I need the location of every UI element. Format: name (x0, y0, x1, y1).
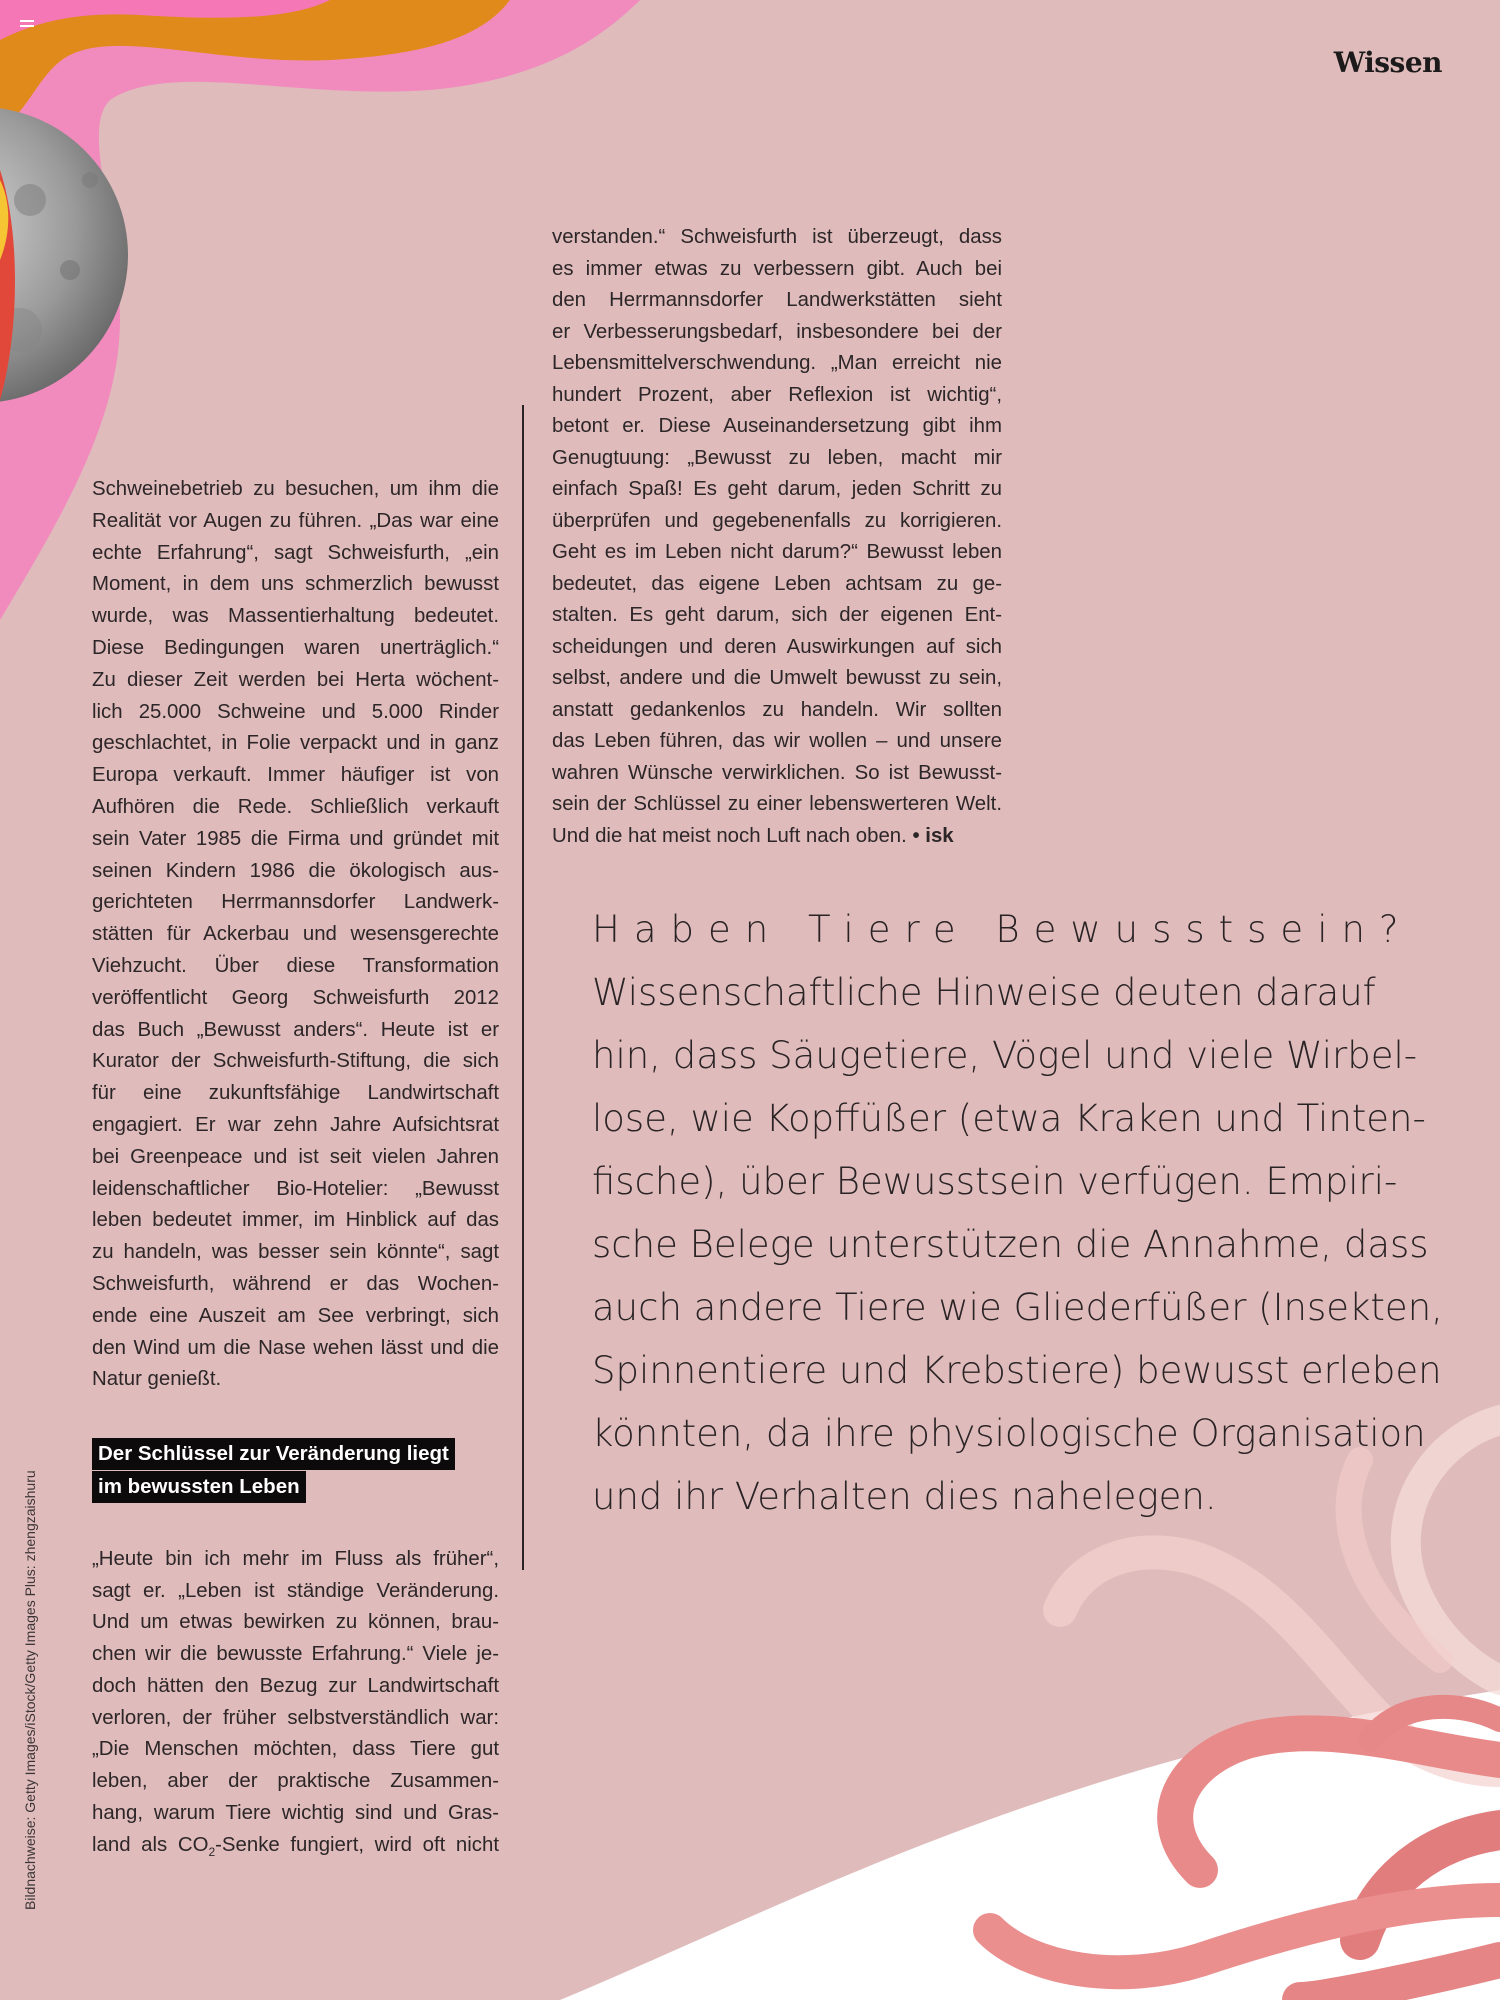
pull-quote (592, 898, 1443, 1528)
text-line: Geht es im Leben nicht darum?“ Bewusst leben (552, 541, 1002, 563)
text-tail: -Senke fungiert, wird oft nicht (215, 1833, 499, 1856)
photo-credit: Bildnachweise: Getty Images/iStock/Getty Images Plus: zhengzaishuru (22, 1470, 38, 1910)
text-line: hundert Prozent, aber Reflexion ist wichtig“, (552, 383, 1002, 406)
menu-icon[interactable] (20, 20, 34, 30)
text-line: hang, warum Tiere wichtig sind und Gras- (92, 1802, 499, 1825)
text-line: den Herrmannsdorfer Landwerkstätten sieht (552, 289, 1002, 311)
text-line: Aufhören die Rede. Schließlich verkauft (92, 795, 499, 818)
text-line: „Heute bin ich mehr im Fluss als früher“, (92, 1547, 499, 1570)
co2-text: land als CO (92, 1833, 209, 1856)
text-line: Europa verkauft. Immer häufiger ist von (92, 764, 499, 787)
text-line: es immer etwas zu verbessern gibt. Auch bei (552, 257, 1002, 280)
text-line: geschlachtet, in Folie verpackt und in ganz (92, 732, 499, 755)
subheading-line-1: Der Schlüssel zur Veränderung liegt (92, 1438, 455, 1470)
pull-quote-line: auch andere Tiere wie Gliederfüßer (Insekten, (592, 1286, 1443, 1329)
text-line: verloren, der früher selbstverständlich war: (92, 1706, 499, 1729)
text-line: wahren Wünsche verwirklichen. So ist Bewusst- (552, 761, 1002, 784)
left-paragraph-1 (92, 474, 499, 1396)
text-line: bei Greenpeace und ist seit vielen Jahren (92, 1145, 499, 1168)
pull-quote-line: könnten, da ihre physiologische Organisation (592, 1412, 1426, 1455)
text-line: stalten. Es geht darum, sich der eigenen Ent- (552, 604, 1002, 626)
text-line: bedeutet, das eigene Leben achtsam zu ge- (552, 572, 1002, 595)
text-line: scheidungen und deren Auswirkungen auf sich (552, 635, 1002, 658)
text-line: Moment, in dem uns schmerzlich bewusst (92, 573, 499, 596)
pull-quote-line: Spinnentiere und Krebstiere) bewusst erleben (592, 1349, 1442, 1392)
text-line: Lebensmittelverschwendung. „Man erreicht nie (552, 352, 1002, 374)
text-line: echte Erfahrung“, sagt Schweisfurth, „ein (92, 541, 499, 564)
text-line: Zu dieser Zeit werden bei Herta wöchent- (92, 668, 499, 691)
text-line: „Die Menschen möchten, dass Tiere gut (92, 1738, 499, 1761)
text-line: das Leben führen, das wir wollen – und unsere (552, 730, 1002, 752)
text-line: Schweinebetrieb zu besuchen, um ihm die (92, 478, 499, 500)
author-signature: • isk (912, 824, 954, 847)
text-line: lich 25.000 Schweine und 5.000 Rinder (92, 700, 499, 723)
text-line: Realität vor Augen zu führen. „Das war eine (92, 509, 499, 532)
text-line: Viehzucht. Über diese Transformation (92, 954, 499, 977)
text-line: betont er. Diese Auseinandersetzung gibt ihm (552, 415, 1002, 437)
text-line: zu handeln, was besser sein könnte“, sagt (92, 1241, 499, 1264)
left-paragraph-2 (92, 1544, 499, 1869)
text-line: wurde, was Massentierhaltung bedeutet. (92, 605, 499, 628)
text-line: gerichteten Herrmannsdorfer Landwerk- (92, 891, 499, 914)
text-line: anstatt gedankenlos zu handeln. Wir sollten (552, 698, 1002, 721)
text-line: selbst, andere und die Umwelt bewusst zu sein, (552, 667, 1002, 689)
text-line: das Buch „Bewusst anders“. Heute ist er (92, 1018, 499, 1041)
closing-text: Und die hat meist noch Luft nach oben. (552, 824, 913, 847)
text-line: Schweisfurth, während er das Wochen- (92, 1272, 499, 1295)
subheading (92, 1438, 455, 1504)
left-column (92, 474, 499, 1869)
section-label: Wissen (1333, 46, 1442, 79)
text-line: leben bedeutet immer, im Hinblick auf das (92, 1209, 499, 1232)
co2-subscript: 2 (208, 1844, 216, 1859)
column-divider (522, 405, 524, 1570)
pull-quote-line: Wissenschaftliche Hinweise deuten darauf (592, 971, 1376, 1014)
text-line: engagiert. Er war zehn Jahre Aufsichtsrat (92, 1113, 499, 1136)
subheading-line-2: im bewussten Leben (92, 1471, 306, 1503)
text-line: sein der Schlüssel zu einer lebenswerteren Welt. (552, 793, 1002, 815)
text-line: er Verbesserungsbedarf, insbesondere bei der (552, 320, 1002, 343)
text-line: den Wind um die Nase wehen lässt und die (92, 1336, 499, 1359)
text-line: stätten für Ackerbau und wesensgerechte (92, 923, 499, 946)
pull-quote-line: und ihr Verhalten dies nahelegen. (592, 1475, 1217, 1518)
pull-quote-question: Haben Tiere Bewusstsein? (592, 908, 1413, 951)
text-line: Und um etwas bewirken zu können, brau- (92, 1611, 499, 1634)
text-line: sagt er. „Leben ist ständige Veränderung. (92, 1579, 499, 1602)
text-line: überprüfen und gegebenenfalls zu korrigieren. (552, 509, 1002, 532)
text-line: leben, aber der praktische Zusammen- (92, 1770, 499, 1793)
text-line: doch hätten den Bezug zur Landwirtschaft (92, 1674, 499, 1697)
text-line: für eine zukunftsfähige Landwirtschaft (92, 1082, 499, 1105)
text-line: Natur genießt. (92, 1368, 222, 1391)
middle-column (552, 222, 1002, 852)
text-line: seinen Kindern 1986 die ökologisch aus- (92, 859, 499, 882)
text-line: ende eine Auszeit am See verbringt, sich (92, 1304, 499, 1327)
pull-quote-line: lose, wie Kopffüßer (etwa Kraken und Tinten- (592, 1097, 1426, 1140)
pull-quote-line: hin, dass Säugetiere, Vögel und viele Wirbel- (592, 1034, 1418, 1077)
text-line: sein Vater 1985 die Firma und gründet mit (92, 827, 499, 850)
text-line: leidenschaftlicher Bio-Hotelier: „Bewusst (92, 1177, 499, 1200)
text-line: Kurator der Schweisfurth-Stiftung, die sich (92, 1050, 499, 1073)
text-line (92, 1830, 499, 1869)
text-line: chen wir die bewusste Erfahrung.“ Viele je- (92, 1643, 499, 1666)
text-line: veröffentlicht Georg Schweisfurth 2012 (92, 986, 499, 1009)
text-line: Genugtuung: „Bewusst zu leben, macht mir (552, 446, 1002, 469)
text-line: einfach Spaß! Es geht darum, jeden Schritt zu (552, 478, 1002, 500)
text-line (552, 821, 1002, 853)
pull-quote-line: sche Belege unterstützen die Annahme, dass (592, 1223, 1429, 1266)
pull-quote-line: fische), über Bewusstsein verfügen. Empiri- (592, 1160, 1398, 1203)
text-line: Diese Bedingungen waren unerträglich.“ (92, 636, 499, 659)
text-line: verstanden.“ Schweisfurth ist überzeugt, dass (552, 226, 1002, 248)
